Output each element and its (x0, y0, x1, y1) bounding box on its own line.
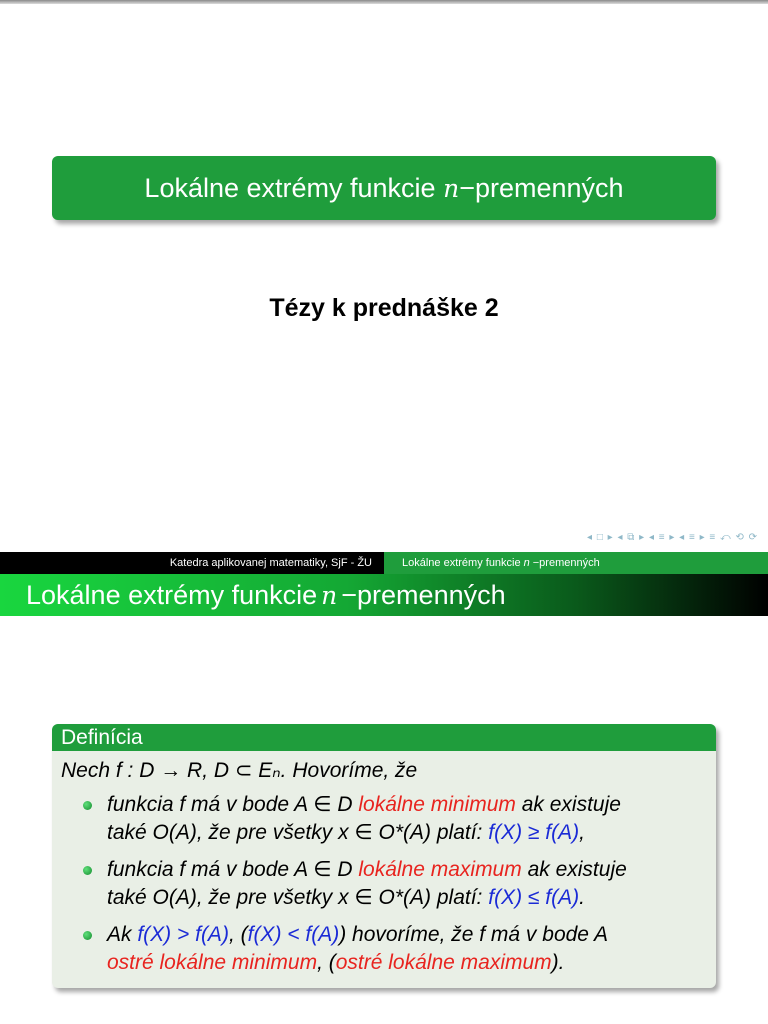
item-text: , (579, 821, 585, 844)
frame-title-text: Lokálne extrémy funkcie (26, 579, 318, 610)
definition-block (52, 724, 716, 988)
list-item (61, 921, 707, 977)
list-item (61, 791, 707, 847)
item-text: ak existuje (521, 858, 627, 881)
item-text: ak existuje (515, 793, 621, 816)
item-text: ). (551, 951, 565, 974)
definition-block-title: Definícia (52, 724, 716, 751)
item-highlight-red: lokálne minimum (358, 793, 516, 816)
frame-title (0, 574, 768, 616)
slide1-subtitle: Tézy k prednáške 2 (269, 294, 499, 322)
item-text: také O(A), že pre všetky x ∈ O*(A) platí: (107, 886, 489, 909)
headline-bar (0, 552, 768, 574)
item-line (107, 921, 707, 949)
headline-title-var: n (523, 557, 530, 569)
definition-intro: Nech f : D → R, D ⊂ Eₙ. Hovoríme, že (61, 759, 418, 782)
item-line (107, 819, 707, 847)
bullet-icon (83, 931, 92, 940)
slide1-title-text: Lokálne extrémy funkcie (144, 172, 436, 203)
item-text: funkcia f má v bode A ∈ D (107, 793, 359, 816)
item-text: Ak (107, 923, 138, 946)
frame-title-var: n (321, 580, 338, 610)
top-border (0, 0, 768, 4)
item-highlight-red: ostré lokálne maximum (335, 951, 552, 974)
slide1-title-box (52, 156, 716, 220)
item-text: . (579, 886, 585, 909)
frame-title-suffix: −premenných (341, 579, 506, 610)
item-formula-blue: f(X) ≥ f(A) (488, 821, 580, 844)
item-highlight-red: lokálne maximum (358, 858, 522, 881)
item-text: také O(A), že pre všetky x ∈ O*(A) platí: (107, 821, 489, 844)
item-formula-blue: f(X) ≤ f(A) (488, 886, 580, 909)
item-formula-blue: f(X) > f(A) (137, 923, 229, 946)
item-line (107, 884, 707, 912)
item-text: funkcia f má v bode A ∈ D (107, 858, 359, 881)
definition-block-body (52, 751, 716, 988)
bullet-icon (83, 866, 92, 875)
headline-title: Lokálne extrémy funkcie (402, 557, 521, 569)
headline-right (384, 552, 768, 574)
headline-left (0, 552, 384, 574)
beamer-navigation-icons[interactable]: ◂ □ ▸ ◂ ⧉ ▸ ◂ ≡ ▸ ◂ ≡ ▸ ≡ ⤺ ⟲ ⟳ (587, 532, 758, 543)
item-text: , ( (317, 951, 336, 974)
bullet-icon (83, 801, 92, 810)
item-line (107, 791, 707, 819)
item-line (107, 856, 707, 884)
item-highlight-red: ostré lokálne minimum (107, 951, 318, 974)
slide1-title-suffix: −premenných (459, 172, 624, 203)
headline-institution: Katedra aplikovanej matematiky, SjF - ŽU (169, 557, 372, 569)
list-item (61, 856, 707, 912)
item-text: ) hovoríme, že f má v bode A (339, 923, 609, 946)
item-formula-blue: f(X) < f(A) (247, 923, 340, 946)
definition-list (61, 791, 707, 977)
headline-title-suffix: −premenných (532, 557, 600, 569)
slide1-title-var: n (443, 173, 460, 203)
item-line (107, 949, 707, 977)
item-text: , ( (228, 923, 248, 946)
